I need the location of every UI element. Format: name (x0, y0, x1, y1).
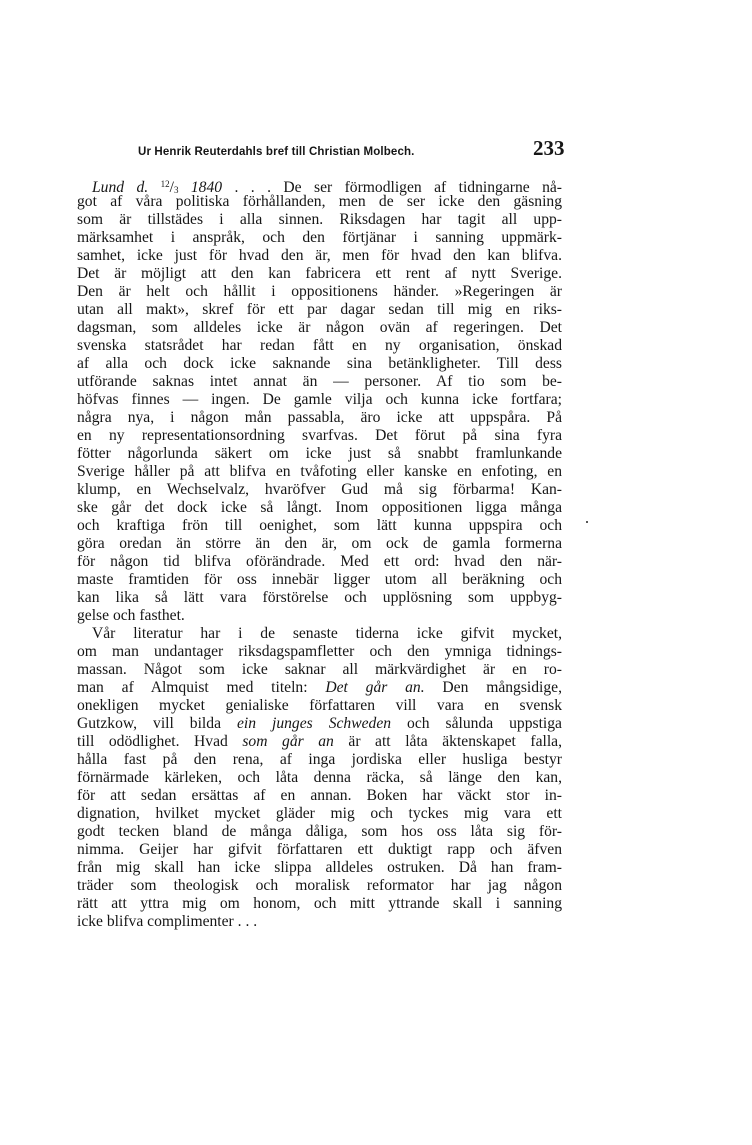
text-line: för att sedan ersättas af en annan. Boken har väckt stor in- (77, 787, 562, 804)
text-line: Sverige håller på att blifva en tvåfoting eller kanske en enfoting, en (77, 463, 562, 480)
text-line-p2-7 (77, 733, 562, 751)
text-line-dateline (77, 175, 562, 196)
text-line: göra oredan än större än den är, om ock de gamla formerna (77, 535, 562, 552)
date-year: 1840 (190, 179, 223, 196)
p2-line6-text-c: och sålunda uppstiga (391, 715, 562, 732)
text-line: en ny representationsordning svarfvas. Det förut på sina fyra (77, 427, 562, 444)
text-line: ske går det dock icke så långt. Inom oppositionen ligga många (77, 499, 562, 516)
text-line: utförande saknas intet annat än — personer. Af tio som be- (77, 373, 562, 390)
text-line: rätt att yttra mig om honom, och mitt yttrande skall i sanning (77, 895, 562, 912)
p2-line1-text: Vår literatur har i de senaste tiderna icke gifvit mycket, (92, 625, 562, 642)
text-line: Den är helt och hållit i oppositionens händer. »Regeringen är (77, 283, 562, 300)
text-line: från mig skall han icke slippa alldeles ostruken. Då han fram- (77, 859, 562, 876)
text-line-p2-2 (77, 643, 562, 661)
running-head: Ur Henrik Reuterdahls bref till Christian Molbech. (138, 146, 415, 158)
p2-line4-text-a: man af Almquist med titeln: (77, 679, 326, 696)
page-number: 233 (533, 136, 565, 160)
text-line: samhet, icke just för hvad den är, men för hvad den kan blifva. (77, 247, 562, 264)
p2-line3-text: massan. Något som icke saknar all märkvärdighet är en ro- (77, 661, 562, 678)
text-line: got af våra politiska förhållanden, men de ser icke den gäsning (77, 193, 562, 210)
p2-line7-text-a: till odödlighet. Hvad (77, 733, 243, 750)
text-line-p2-4 (77, 679, 562, 697)
text-line: dignation, hvilket mycket gläder mig och tyckes mig vara ett (77, 805, 562, 822)
text-line: maste framtiden för oss innebär ligger utom all beräkning och (77, 571, 562, 588)
german-phrase: ein junges Schweden (236, 715, 392, 732)
text-line: och kraftiga frön till oenighet, som lätt kunna uppspira och (77, 517, 562, 534)
text-line-p2-6 (77, 715, 562, 733)
p2-line5-text: onekligen mycket genialiske författaren vill vara en svensk (77, 697, 562, 714)
text-line: nimma. Geijer har gifvit författaren ett duktigt rapp och äfven (77, 841, 562, 858)
italic-phrase: som går an (242, 733, 334, 750)
text-line-p2-last (77, 913, 562, 931)
p2-last-text: icke blifva complimenter . . . (77, 913, 258, 930)
novel-title: Det går an. (325, 679, 425, 696)
text-line: träder som theologisk och moralisk reformator har jag någon (77, 877, 562, 894)
dateline-continuation: . . . De ser förmodligen af tidningarne nå- (222, 179, 562, 196)
p2-line7-text-c: är att låta äktenskapet falla, (333, 733, 562, 750)
text-line: Det är möjligt att den kan fabricera ett rent af nytt Sverige. (77, 265, 562, 282)
text-line: märksamhet i anspråk, och den förtjänar i sanning uppmärk- (77, 229, 562, 246)
text-line: för någon tid blifva oförändrade. Med ett ord: hvad den när- (77, 553, 562, 570)
p2-line2-text: om man undantager riksdagspamfletter och den ymniga tidnings- (77, 643, 562, 660)
text-line: svenska statsrådet har redan fått en ny organisation, önskad (77, 337, 562, 354)
date-separator: / (169, 179, 174, 196)
p2-line4-text-c: Den mångsidige, (424, 679, 562, 696)
dateline-place: Lund d. (92, 179, 149, 196)
text-line: dagsman, som alldeles icke är någon ovän af regeringen. Det (77, 319, 562, 336)
date-month: 3 (173, 185, 179, 195)
text-line: fötter någorlunda säkert om icke just så snabbt framlunkande (77, 445, 562, 462)
text-line: höfvas finnes — ingen. De gamle vilja och kunna icke fortfara; (77, 391, 562, 408)
text-line: klump, en Wechselvalz, hvaröfver Gud må sig förbarma! Kan- (77, 481, 562, 498)
text-line: kan lika så lätt vara förstörelse och upplösning som uppbyg- (77, 589, 562, 606)
date-day: 12 (160, 179, 170, 189)
text-line: förnärmade kärleken, och låta denna räcka, så länge den kan, (77, 769, 562, 786)
text-line: några nya, i någon mån passabla, äro icke att uppspåra. På (77, 409, 562, 426)
stray-ink-mark (586, 521, 588, 523)
text-line: som är tillstädes i alla sinnen. Riksdagen har tagit all upp- (77, 211, 562, 228)
text-line-p2-3 (77, 661, 562, 679)
text-line: godt tecken bland de många dåliga, som hos oss låta sig för- (77, 823, 562, 840)
text-line-p2-1 (77, 625, 562, 643)
text-line: hålla fast på den rena, af inga jordiska eller husliga bestyr (77, 751, 562, 768)
text-line-p2-5 (77, 697, 562, 715)
text-line: af alla och dock icke saknande sina betänkligheter. Till dess (77, 355, 562, 372)
text-line: gelse och fasthet. (77, 607, 185, 624)
text-line: utan all makt», skref för ett par dagar sedan till mig en riks- (77, 301, 562, 318)
p2-line6-text-a: Gutzkow, vill bilda (77, 715, 237, 732)
